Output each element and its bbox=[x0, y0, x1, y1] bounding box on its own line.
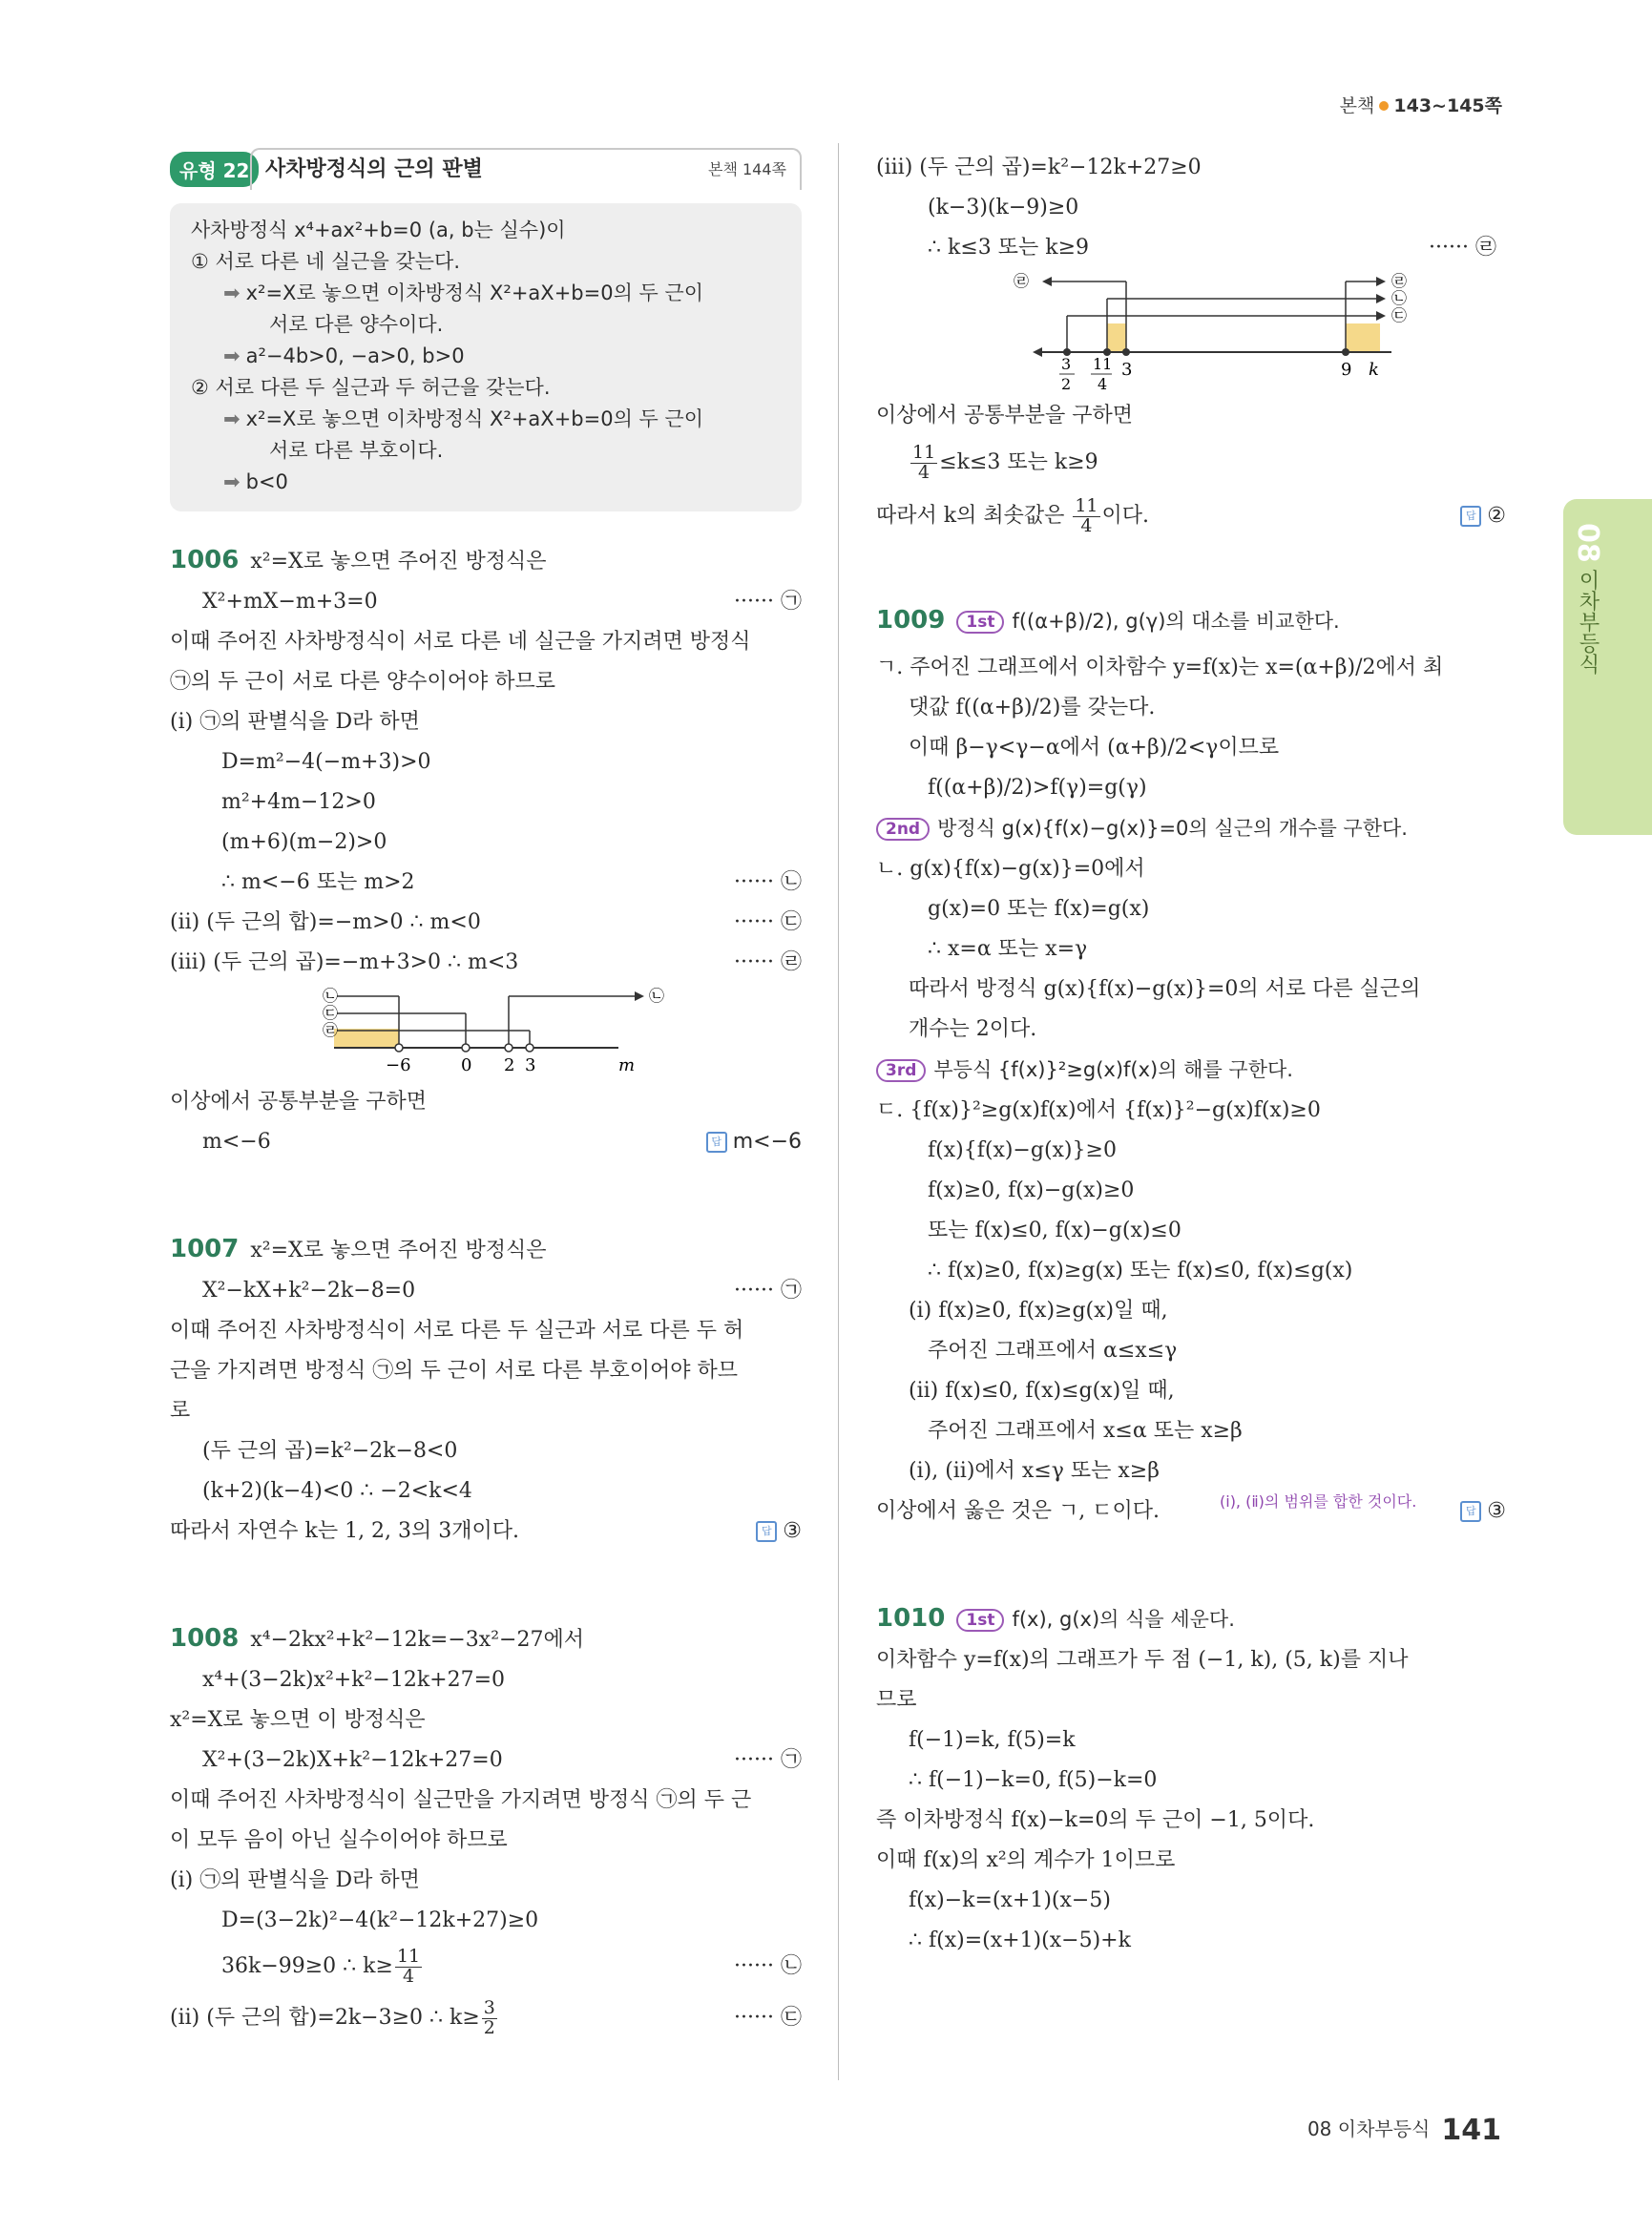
problem-line: 따라서 방정식 g(x){f(x)−g(x)}=0의 서로 다른 실근의 bbox=[909, 977, 1421, 1001]
problem-line: 댓값 f((α+β)/2)를 갖는다. bbox=[909, 696, 1156, 719]
fraction: $\frac{11}{4}$ bbox=[1075, 494, 1098, 536]
problem-line: ∴ k≤3 또는 k≥9 ······ ㉣ bbox=[928, 236, 1496, 260]
answer-icon: 답 bbox=[706, 1132, 727, 1153]
problem-line: 이 모두 음이 아닌 실수이어야 하므로 bbox=[170, 1828, 508, 1852]
summary-line: ➡ b<0 bbox=[223, 470, 288, 493]
problem-line: f(x)−k=(x+1)(x−5) bbox=[909, 1888, 1111, 1912]
step-badge: 3rd bbox=[876, 1059, 926, 1082]
svg-text:㉣: ㉣ bbox=[1391, 272, 1408, 290]
svg-text:㉢: ㉢ bbox=[1391, 306, 1408, 324]
problem-line: m²+4m−12>0 bbox=[221, 790, 376, 814]
page-footer: 08 이차부등식 141 bbox=[1307, 2114, 1501, 2147]
problem-line: (ⅲ) (두 근의 곱)=k²−12k+27≥0 bbox=[876, 156, 1202, 179]
summary-line: ② 서로 다른 두 실근과 두 허근을 갖는다. bbox=[191, 376, 551, 399]
problem-line: m<−6 답 m<−6 bbox=[170, 1122, 802, 1162]
margin-note: (ⅰ), (ⅱ)의 범위를 합한 것이다. bbox=[1220, 1492, 1417, 1511]
answer-icon: 답 bbox=[1460, 1501, 1481, 1522]
problem-line: ㄱ. 주어진 그래프에서 이차함수 y=f(x)는 x=(α+β)/2에서 최 bbox=[876, 656, 1444, 679]
problem-line: f(−1)=k, f(5)=k bbox=[909, 1728, 1076, 1752]
problem-line: 이때 β−γ<γ−α에서 (α+β)/2<γ이므로 bbox=[909, 736, 1280, 760]
problem-line: 따라서 자연수 k는 1, 2, 3의 3개이다. 답 ③ bbox=[170, 1512, 802, 1552]
page-reference: 본책 143~145쪽 bbox=[1339, 95, 1502, 116]
answer-icon: 답 bbox=[1460, 506, 1481, 527]
problem-line: ∴ f(x)=(x+1)(x−5)+k bbox=[909, 1929, 1131, 1952]
problem-line: (ⅰ), (ⅱ)에서 x≤γ 또는 x≥β bbox=[909, 1459, 1160, 1483]
problem-number: 1010 bbox=[876, 1604, 946, 1633]
summary-line: ➡ a²−4b>0, −a>0, b>0 bbox=[223, 344, 465, 367]
problem-line: 36k−99≥0 ∴ k≥ $\frac{11}{4}$ ······ ㉡ bbox=[221, 1945, 802, 1987]
problem-line: 므로 bbox=[876, 1688, 917, 1712]
svg-text:㉢: ㉢ bbox=[323, 1004, 339, 1022]
svg-text:㉡: ㉡ bbox=[1391, 289, 1408, 307]
answer-mark: 답 m<−6 bbox=[706, 1122, 802, 1162]
problem-line: ㄴ. g(x){f(x)−g(x)}=0에서 bbox=[876, 857, 1145, 881]
svg-text:3: 3 bbox=[1061, 355, 1072, 373]
arrow-icon: ➡ bbox=[223, 407, 240, 430]
fraction: $\frac{11}{4}$ bbox=[912, 441, 936, 483]
problem-line: (m+6)(m−2)>0 bbox=[221, 830, 387, 854]
problem-number: 1008 bbox=[170, 1624, 240, 1653]
left-column bbox=[170, 148, 802, 2044]
problem-number: 1007 bbox=[170, 1235, 240, 1263]
svg-text:4: 4 bbox=[1098, 375, 1108, 392]
problem-line: (ⅲ) (두 근의 곱)=−m+3>0 ∴ m<3 ······ ㉣ bbox=[170, 950, 802, 974]
problem-line: f(x)≥0, f(x)−g(x)≥0 bbox=[928, 1178, 1135, 1202]
arrow-icon: ➡ bbox=[223, 344, 240, 367]
answer-mark: 답 ② bbox=[1460, 490, 1506, 543]
right-column bbox=[876, 148, 1506, 1961]
type-summary-box bbox=[170, 203, 802, 511]
step-badge: 1st bbox=[956, 1609, 1004, 1632]
summary-line: 서로 다른 부호이다. bbox=[269, 439, 444, 462]
problem-line: ∴ x=α 또는 x=γ bbox=[928, 937, 1088, 961]
problem-line: 이상에서 공통부분을 구하면 bbox=[170, 1090, 428, 1114]
answer-mark: 답 ③ bbox=[1460, 1491, 1506, 1532]
svg-text:m: m bbox=[618, 1055, 636, 1075]
problem-line: (두 근의 곱)=k²−2k−8<0 bbox=[202, 1439, 458, 1463]
problem-line: X²−kX+k²−2k−8=0 ······ ㉠ bbox=[202, 1279, 802, 1303]
answer-icon: 답 bbox=[756, 1521, 777, 1542]
problem-1007-line: 1007 x²=X로 놓으면 주어진 방정식은 bbox=[170, 1235, 547, 1263]
problem-number: 1006 bbox=[170, 546, 240, 574]
problem-1009-line: 1009 1st f((α+β)/2), g(γ)의 대소를 비교한다. bbox=[876, 606, 1340, 635]
problem-line: ∴ m<−6 또는 m>2 ······ ㉡ bbox=[221, 870, 802, 894]
bullet-dot bbox=[1379, 101, 1389, 111]
problem-line: (ⅱ) f(x)≤0, f(x)≤g(x)일 때, bbox=[909, 1379, 1175, 1403]
type-title: 사차방정식의 근의 판별 본책 144쪽 bbox=[250, 148, 802, 190]
problem-line: 근을 가지려면 방정식 ㉠의 두 근이 서로 다른 부호이어야 하므 bbox=[170, 1359, 738, 1383]
summary-line: ➡ x²=X로 놓으면 이차방정식 X²+aX+b=0의 두 근이 bbox=[223, 281, 704, 304]
number-line-1008 bbox=[876, 268, 1506, 392]
problem-line: (ⅱ) (두 근의 합)=2k−3≥0 ∴ k≥ $\frac{3}{2}$ ······ ㉢ bbox=[170, 1996, 802, 2038]
summary-line: 사차방정식 x⁴+ax²+b=0 (a, b는 실수)이 bbox=[191, 219, 566, 241]
problem-line: (k−3)(k−9)≥0 bbox=[928, 196, 1079, 219]
svg-text:㉡: ㉡ bbox=[649, 987, 665, 1005]
problem-line: x²=X로 놓으면 이 방정식은 bbox=[170, 1708, 426, 1732]
problem-line: 이상에서 공통부분을 구하면 bbox=[876, 404, 1134, 427]
problem-line: 이때 f(x)의 x²의 계수가 1이므로 bbox=[876, 1848, 1176, 1872]
problem-line: f((α+β)/2)>f(γ)=g(γ) bbox=[928, 776, 1147, 800]
svg-text:㉣: ㉣ bbox=[323, 1021, 339, 1039]
summary-line: 서로 다른 양수이다. bbox=[269, 313, 444, 336]
chapter-side-tab-label: 08 이차부등식 bbox=[1571, 523, 1604, 675]
problem-1006-line: 1006 x²=X로 놓으면 주어진 방정식은 bbox=[170, 546, 547, 574]
problem-line: ∴ f(−1)−k=0, f(5)−k=0 bbox=[909, 1768, 1158, 1792]
problem-line: g(x)=0 또는 f(x)=g(x) bbox=[928, 897, 1150, 921]
problem-line: 주어진 그래프에서 α≤x≤γ bbox=[928, 1339, 1178, 1363]
fraction: $\frac{3}{2}$ bbox=[483, 1996, 495, 2038]
svg-text:2: 2 bbox=[504, 1055, 515, 1075]
svg-text:㉡: ㉡ bbox=[323, 987, 339, 1005]
step-badge: 2nd bbox=[876, 818, 930, 841]
problem-line: 이때 주어진 사차방정식이 실근만을 가지려면 방정식 ㉠의 두 근 bbox=[170, 1788, 752, 1812]
svg-text:11: 11 bbox=[1093, 355, 1113, 373]
problem-line: D=(3−2k)²−4(k²−12k+27)≥0 bbox=[221, 1908, 539, 1932]
step-line: 3rd 부등식 {f(x)}²≥g(x)f(x)의 해를 구한다. bbox=[876, 1050, 1506, 1091]
svg-text:3: 3 bbox=[1121, 360, 1133, 380]
step-line: 2nd 방정식 g(x){f(x)−g(x)}=0의 실근의 개수를 구한다. bbox=[876, 808, 1506, 849]
svg-text:k: k bbox=[1369, 360, 1379, 380]
problem-line: (k+2)(k−4)<0 ∴ −2<k<4 bbox=[202, 1479, 472, 1503]
arrow-icon: ➡ bbox=[223, 281, 240, 304]
problem-line: D=m²−4(−m+3)>0 bbox=[221, 750, 431, 774]
problem-number: 1009 bbox=[876, 606, 946, 635]
problem-line: 로 bbox=[170, 1399, 191, 1423]
problem-line: ∴ f(x)≥0, f(x)≥g(x) 또는 f(x)≤0, f(x)≤g(x) bbox=[928, 1259, 1353, 1282]
problem-line: 개수는 2이다. bbox=[909, 1017, 1037, 1041]
column-divider bbox=[838, 143, 839, 2080]
problem-1010-line: 1010 1st f(x), g(x)의 식을 세운다. bbox=[876, 1604, 1235, 1633]
problem-line: (ⅰ) f(x)≥0, f(x)≥g(x)일 때, bbox=[909, 1299, 1168, 1323]
problem-line: (ⅰ) ㉠의 판별식을 D라 하면 bbox=[170, 1868, 420, 1892]
problem-line: (ⅱ) (두 근의 합)=−m>0 ∴ m<0 ······ ㉢ bbox=[170, 910, 802, 934]
arrow-icon: ➡ bbox=[223, 470, 240, 493]
problem-line: ㉠의 두 근이 서로 다른 양수이어야 하므로 bbox=[170, 670, 555, 694]
problem-line: $\frac{11}{4}$ ≤k≤3 또는 k≥9 bbox=[912, 441, 1098, 483]
problem-line: f(x){f(x)−g(x)}≥0 bbox=[928, 1138, 1117, 1162]
problem-line: 또는 f(x)≤0, f(x)−g(x)≤0 bbox=[928, 1219, 1181, 1242]
svg-text:9: 9 bbox=[1341, 360, 1352, 380]
answer-mark: 답 ③ bbox=[756, 1512, 802, 1552]
svg-text:3: 3 bbox=[525, 1055, 536, 1075]
type-header bbox=[170, 148, 802, 194]
problem-line: 이때 주어진 사차방정식이 서로 다른 두 실근과 서로 다른 두 허 bbox=[170, 1319, 744, 1343]
svg-text:2: 2 bbox=[1061, 375, 1072, 392]
svg-text:−6: −6 bbox=[386, 1055, 411, 1075]
problem-line: X²+(3−2k)X+k²−12k+27=0 ······ ㉠ bbox=[202, 1748, 802, 1772]
svg-text:㉣: ㉣ bbox=[1014, 272, 1030, 290]
problem-line: 이차함수 y=f(x)의 그래프가 두 점 (−1, k), (5, k)를 지나 bbox=[876, 1648, 1409, 1672]
problem-line: 이때 주어진 사차방정식이 서로 다른 네 실근을 가지려면 방정식 bbox=[170, 630, 751, 654]
problem-line: 즉 이차방정식 f(x)−k=0의 두 근이 −1, 5이다. bbox=[876, 1808, 1315, 1832]
type-badge: 유형 22 bbox=[170, 152, 259, 187]
number-line-1006 bbox=[170, 983, 802, 1078]
problem-line: ㄷ. {f(x)}²≥g(x)f(x)에서 {f(x)}²−g(x)f(x)≥0 bbox=[876, 1098, 1321, 1122]
problem-line: 주어진 그래프에서 x≤α 또는 x≥β bbox=[928, 1419, 1243, 1443]
step-badge: 1st bbox=[956, 611, 1004, 634]
problem-line: x⁴+(3−2k)x²+k²−12k+27=0 bbox=[202, 1668, 506, 1692]
page-number: 141 bbox=[1441, 2114, 1501, 2147]
problem-line: 이상에서 옳은 것은 ㄱ, ㄷ이다. (ⅰ), (ⅱ)의 범위를 합한 것이다. 답 ③ bbox=[876, 1491, 1506, 1532]
problem-1008-line: 1008 x⁴−2kx²+k²−12k=−3x²−27에서 bbox=[170, 1624, 584, 1653]
svg-text:0: 0 bbox=[461, 1055, 472, 1075]
problem-line: 따라서 k의 최솟값은 $\frac{11}{4}$ 이다. 답 ② bbox=[876, 490, 1506, 543]
problem-line: (ⅰ) ㉠의 판별식을 D라 하면 bbox=[170, 710, 420, 734]
fraction: $\frac{11}{4}$ bbox=[396, 1945, 421, 1987]
problem-line: X²+mX−m+3=0 ······ ㉠ bbox=[202, 590, 802, 614]
summary-line: ① 서로 다른 네 실근을 갖는다. bbox=[191, 250, 461, 273]
summary-line: ➡ x²=X로 놓으면 이차방정식 X²+aX+b=0의 두 근이 bbox=[223, 407, 704, 430]
